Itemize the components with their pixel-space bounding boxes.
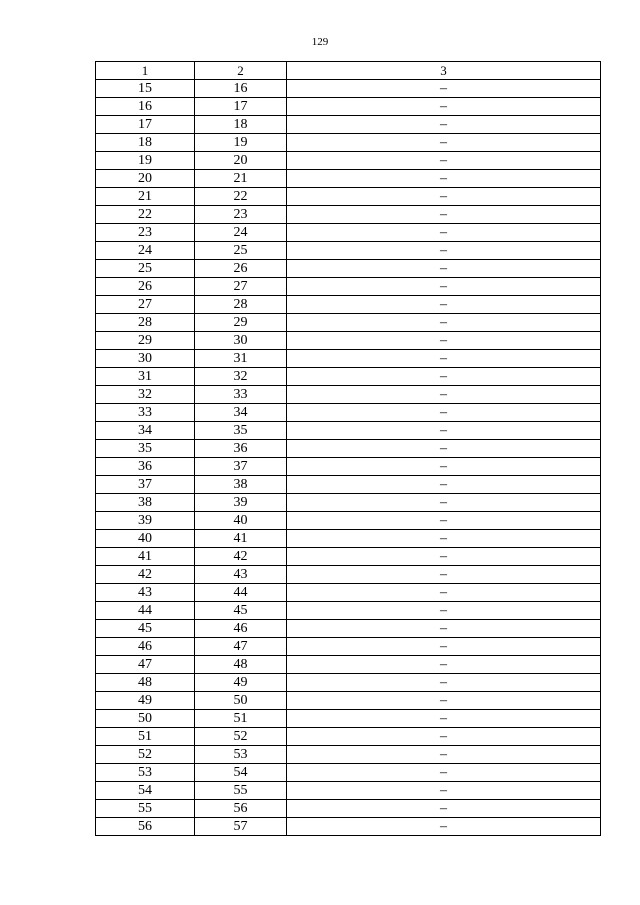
table-cell-col-2: 26 xyxy=(195,260,287,278)
table-body xyxy=(96,62,601,836)
table-cell-col-3: – xyxy=(287,512,601,530)
table-row xyxy=(96,764,601,782)
table-row xyxy=(96,422,601,440)
table-cell-col-3: – xyxy=(287,134,601,152)
column-header-1: 1 xyxy=(96,62,195,80)
table-cell-col-1: 37 xyxy=(96,476,195,494)
table-cell-col-3: – xyxy=(287,728,601,746)
table-cell-col-2: 31 xyxy=(195,350,287,368)
table-cell-col-2: 27 xyxy=(195,278,287,296)
table-cell-col-1: 24 xyxy=(96,242,195,260)
table-cell-col-2: 51 xyxy=(195,710,287,728)
table-row xyxy=(96,350,601,368)
table-cell-col-1: 43 xyxy=(96,584,195,602)
table-row xyxy=(96,494,601,512)
table-row xyxy=(96,116,601,134)
table-cell-col-2: 21 xyxy=(195,170,287,188)
table-cell-col-1: 27 xyxy=(96,296,195,314)
table-cell-col-3: – xyxy=(287,584,601,602)
table-cell-col-2: 37 xyxy=(195,458,287,476)
table-cell-col-3: – xyxy=(287,296,601,314)
table-cell-col-3: – xyxy=(287,494,601,512)
table-cell-col-1: 38 xyxy=(96,494,195,512)
table-row xyxy=(96,224,601,242)
table-row xyxy=(96,566,601,584)
table-cell-col-1: 28 xyxy=(96,314,195,332)
table-row xyxy=(96,242,601,260)
table-cell-col-2: 44 xyxy=(195,584,287,602)
table-cell-col-2: 36 xyxy=(195,440,287,458)
table-cell-col-3: – xyxy=(287,260,601,278)
table-row xyxy=(96,548,601,566)
table-cell-col-1: 54 xyxy=(96,782,195,800)
column-header-3: 3 xyxy=(287,62,601,80)
table-cell-col-2: 42 xyxy=(195,548,287,566)
table-cell-col-1: 35 xyxy=(96,440,195,458)
table-cell-col-1: 52 xyxy=(96,746,195,764)
table-row xyxy=(96,800,601,818)
table-row xyxy=(96,674,601,692)
table-cell-col-2: 55 xyxy=(195,782,287,800)
table-cell-col-1: 51 xyxy=(96,728,195,746)
column-header-2: 2 xyxy=(195,62,287,80)
table-cell-col-2: 52 xyxy=(195,728,287,746)
table-cell-col-1: 16 xyxy=(96,98,195,116)
table-cell-col-3: – xyxy=(287,170,601,188)
table-row xyxy=(96,512,601,530)
table-cell-col-3: – xyxy=(287,746,601,764)
table-cell-col-2: 40 xyxy=(195,512,287,530)
table-row xyxy=(96,782,601,800)
table-row xyxy=(96,368,601,386)
table-row xyxy=(96,170,601,188)
table-row xyxy=(96,152,601,170)
table-cell-col-2: 50 xyxy=(195,692,287,710)
table-row xyxy=(96,458,601,476)
table-cell-col-2: 28 xyxy=(195,296,287,314)
table-row xyxy=(96,386,601,404)
table-cell-col-2: 56 xyxy=(195,800,287,818)
table-cell-col-3: – xyxy=(287,386,601,404)
table-cell-col-1: 50 xyxy=(96,710,195,728)
table-cell-col-3: – xyxy=(287,674,601,692)
table-row xyxy=(96,134,601,152)
table-cell-col-2: 29 xyxy=(195,314,287,332)
table-cell-col-1: 48 xyxy=(96,674,195,692)
table-cell-col-3: – xyxy=(287,620,601,638)
table-cell-col-1: 46 xyxy=(96,638,195,656)
table-cell-col-1: 20 xyxy=(96,170,195,188)
table-cell-col-2: 23 xyxy=(195,206,287,224)
table-row xyxy=(96,638,601,656)
table-cell-col-1: 17 xyxy=(96,116,195,134)
table-cell-col-3: – xyxy=(287,530,601,548)
table-cell-col-1: 40 xyxy=(96,530,195,548)
table-cell-col-3: – xyxy=(287,80,601,98)
table-cell-col-1: 45 xyxy=(96,620,195,638)
table-cell-col-3: – xyxy=(287,314,601,332)
table-cell-col-1: 53 xyxy=(96,764,195,782)
table-cell-col-3: – xyxy=(287,656,601,674)
table-cell-col-1: 41 xyxy=(96,548,195,566)
table-cell-col-3: – xyxy=(287,458,601,476)
table-cell-col-2: 49 xyxy=(195,674,287,692)
header-row xyxy=(96,62,601,80)
table-cell-col-3: – xyxy=(287,206,601,224)
table-cell-col-3: – xyxy=(287,710,601,728)
table-cell-col-3: – xyxy=(287,566,601,584)
table-cell-col-1: 29 xyxy=(96,332,195,350)
table-cell-col-3: – xyxy=(287,548,601,566)
table-cell-col-3: – xyxy=(287,224,601,242)
table-cell-col-3: – xyxy=(287,692,601,710)
table-cell-col-2: 47 xyxy=(195,638,287,656)
table-cell-col-2: 48 xyxy=(195,656,287,674)
table-row xyxy=(96,530,601,548)
table-cell-col-2: 41 xyxy=(195,530,287,548)
table-cell-col-1: 34 xyxy=(96,422,195,440)
table-cell-col-3: – xyxy=(287,818,601,836)
table-cell-col-3: – xyxy=(287,188,601,206)
table-cell-col-1: 21 xyxy=(96,188,195,206)
table-cell-col-1: 26 xyxy=(96,278,195,296)
table-row xyxy=(96,440,601,458)
table-cell-col-2: 24 xyxy=(195,224,287,242)
table-cell-col-3: – xyxy=(287,422,601,440)
table-row xyxy=(96,98,601,116)
table-row xyxy=(96,278,601,296)
table-cell-col-3: – xyxy=(287,332,601,350)
table-row xyxy=(96,314,601,332)
table-cell-col-2: 20 xyxy=(195,152,287,170)
table-cell-col-1: 19 xyxy=(96,152,195,170)
table-row xyxy=(96,260,601,278)
table-cell-col-1: 47 xyxy=(96,656,195,674)
table-row xyxy=(96,656,601,674)
table-row xyxy=(96,728,601,746)
table-cell-col-1: 56 xyxy=(96,818,195,836)
table-cell-col-3: – xyxy=(287,152,601,170)
table-cell-col-3: – xyxy=(287,98,601,116)
table-row xyxy=(96,188,601,206)
table-row xyxy=(96,710,601,728)
table-row xyxy=(96,746,601,764)
table-cell-col-2: 32 xyxy=(195,368,287,386)
table-cell-col-2: 17 xyxy=(195,98,287,116)
table-cell-col-1: 32 xyxy=(96,386,195,404)
table-cell-col-2: 57 xyxy=(195,818,287,836)
table-cell-col-2: 45 xyxy=(195,602,287,620)
table-cell-col-2: 22 xyxy=(195,188,287,206)
table-cell-col-3: – xyxy=(287,782,601,800)
table-cell-col-1: 36 xyxy=(96,458,195,476)
table-cell-col-3: – xyxy=(287,350,601,368)
table-cell-col-2: 25 xyxy=(195,242,287,260)
table-cell-col-3: – xyxy=(287,404,601,422)
table-row xyxy=(96,602,601,620)
table-cell-col-1: 44 xyxy=(96,602,195,620)
table-row xyxy=(96,80,601,98)
table-cell-col-2: 46 xyxy=(195,620,287,638)
table-cell-col-2: 16 xyxy=(195,80,287,98)
table-cell-col-1: 33 xyxy=(96,404,195,422)
table-cell-col-1: 18 xyxy=(96,134,195,152)
table-cell-col-1: 22 xyxy=(96,206,195,224)
table-cell-col-1: 30 xyxy=(96,350,195,368)
table-row xyxy=(96,620,601,638)
table-cell-col-3: – xyxy=(287,476,601,494)
table-cell-col-2: 38 xyxy=(195,476,287,494)
table-cell-col-1: 55 xyxy=(96,800,195,818)
page-number: 129 xyxy=(311,36,329,48)
table-row xyxy=(96,404,601,422)
table-cell-col-2: 35 xyxy=(195,422,287,440)
table-cell-col-2: 43 xyxy=(195,566,287,584)
table-cell-col-2: 33 xyxy=(195,386,287,404)
data-table xyxy=(95,61,601,836)
table-cell-col-1: 23 xyxy=(96,224,195,242)
table-cell-col-3: – xyxy=(287,116,601,134)
table-row xyxy=(96,584,601,602)
table-cell-col-1: 15 xyxy=(96,80,195,98)
table-cell-col-3: – xyxy=(287,638,601,656)
table-cell-col-1: 31 xyxy=(96,368,195,386)
table-cell-col-2: 18 xyxy=(195,116,287,134)
table-cell-col-3: – xyxy=(287,368,601,386)
table-row xyxy=(96,332,601,350)
table-cell-col-2: 54 xyxy=(195,764,287,782)
table-cell-col-1: 25 xyxy=(96,260,195,278)
table-cell-col-3: – xyxy=(287,800,601,818)
table-cell-col-2: 19 xyxy=(195,134,287,152)
table-row xyxy=(96,692,601,710)
table-row xyxy=(96,476,601,494)
table-cell-col-2: 53 xyxy=(195,746,287,764)
table-cell-col-3: – xyxy=(287,440,601,458)
table-cell-col-3: – xyxy=(287,278,601,296)
table-cell-col-1: 42 xyxy=(96,566,195,584)
table-cell-col-1: 39 xyxy=(96,512,195,530)
table-cell-col-2: 39 xyxy=(195,494,287,512)
table-cell-col-2: 34 xyxy=(195,404,287,422)
table-cell-col-2: 30 xyxy=(195,332,287,350)
table-cell-col-1: 49 xyxy=(96,692,195,710)
table-row xyxy=(96,818,601,836)
table-row xyxy=(96,296,601,314)
table-cell-col-3: – xyxy=(287,764,601,782)
table-cell-col-3: – xyxy=(287,242,601,260)
table-cell-col-3: – xyxy=(287,602,601,620)
table-row xyxy=(96,206,601,224)
